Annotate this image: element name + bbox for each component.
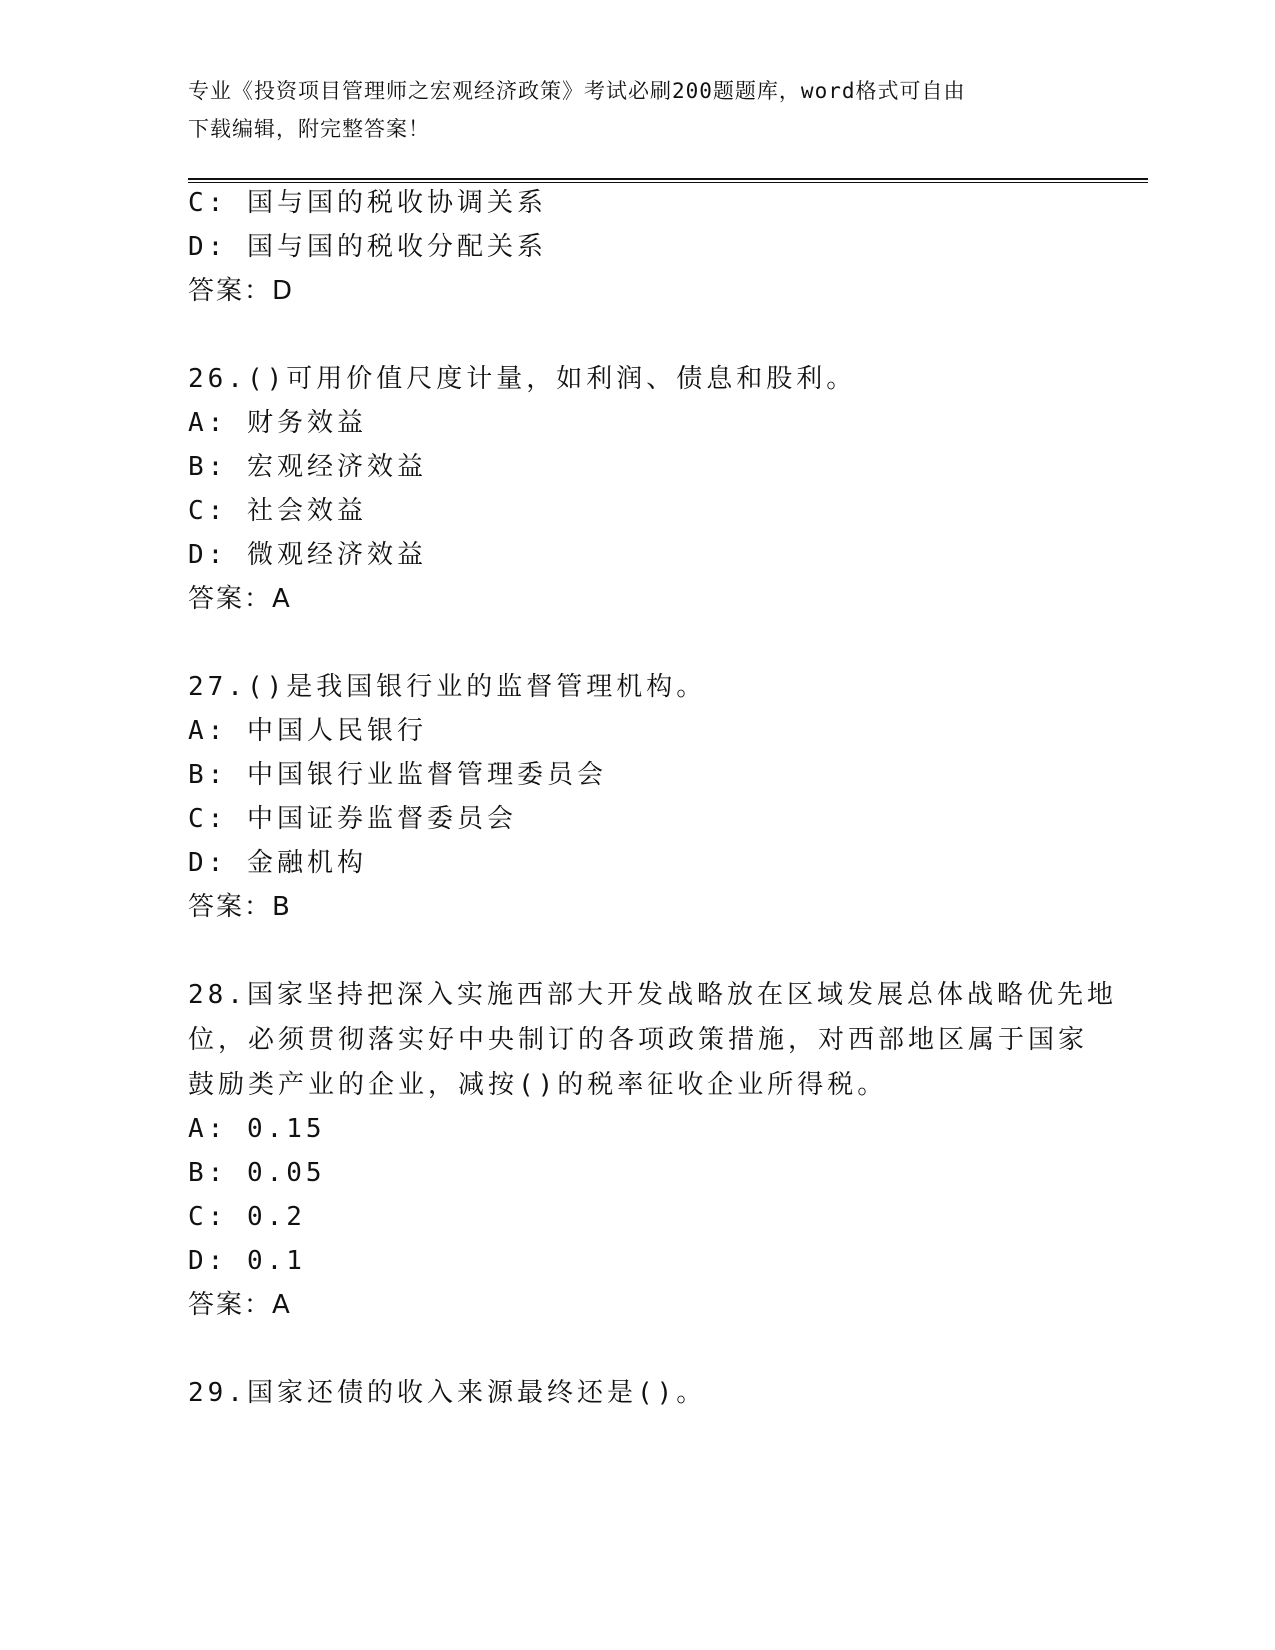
option-d: D: 微观经济效益 xyxy=(188,540,427,570)
option-a: A: 中国人民银行 xyxy=(188,716,427,746)
answer: 答案：B xyxy=(188,892,292,922)
option-c: C: 社会效益 xyxy=(188,496,367,526)
header-divider xyxy=(188,178,1148,183)
option-a: A: 0.15 xyxy=(188,1114,326,1144)
option-c: C: 中国证券监督委员会 xyxy=(188,804,517,834)
option-a: A: 财务效益 xyxy=(188,408,367,438)
option-d: D: 0.1 xyxy=(188,1246,306,1276)
question-stem: 29.国家还债的收入来源最终还是()。 xyxy=(188,1378,707,1408)
question-stem-line-3: 鼓励类产业的企业，减按()的税率征收企业所得税。 xyxy=(188,1070,888,1100)
question-stem-line-2: 位，必须贯彻落实好中央制订的各项政策措施，对西部地区属于国家 xyxy=(188,1025,1089,1055)
question-stem: 27.()是我国银行业的监督管理机构。 xyxy=(188,672,707,702)
question-stem-line-1: 28.国家坚持把深入实施西部大开发战略放在区域发展总体战略优先地 xyxy=(188,980,1117,1010)
option-b: B: 0.05 xyxy=(188,1158,326,1188)
option-c: C: 0.2 xyxy=(188,1202,306,1232)
option-d: D: 国与国的税收分配关系 xyxy=(188,232,547,262)
answer: 答案：D xyxy=(188,276,295,306)
option-b: B: 宏观经济效益 xyxy=(188,452,427,482)
header-line-1: 专业《投资项目管理师之宏观经济政策》考试必刷200题题库，word格式可自由 xyxy=(188,79,966,103)
question-stem: 26.()可用价值尺度计量，如利润、债息和股利。 xyxy=(188,364,857,394)
header-line-2: 下载编辑，附完整答案！ xyxy=(188,117,430,141)
header-text xyxy=(188,72,1088,148)
option-b: B: 中国银行业监督管理委员会 xyxy=(188,760,607,790)
option-d: D: 金融机构 xyxy=(188,848,367,878)
answer: 答案：A xyxy=(188,1290,292,1320)
answer: 答案：A xyxy=(188,584,292,614)
option-c: C: 国与国的税收协调关系 xyxy=(188,188,547,218)
